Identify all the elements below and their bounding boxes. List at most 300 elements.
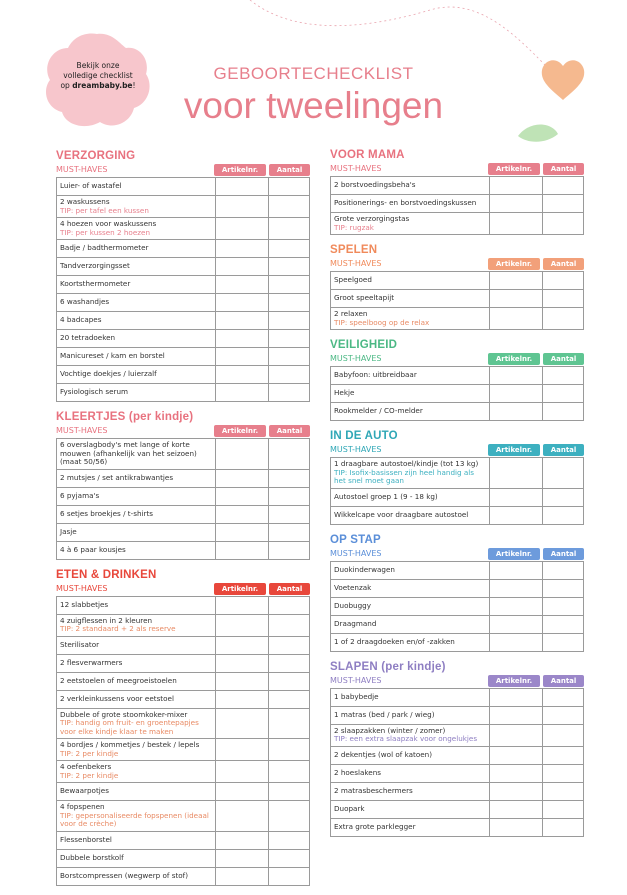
checklist-row [57,831,310,849]
checklist-row [331,488,584,506]
checklist-row [57,218,310,240]
promo-prefix: op [60,81,73,90]
amount-cell[interactable] [543,633,584,651]
article-number-cell[interactable] [490,177,543,195]
item-cell [57,330,216,348]
item-cell [57,708,216,739]
amount-cell[interactable] [269,384,310,402]
checklist-row [331,458,584,489]
article-number-cell[interactable] [216,541,269,559]
left-column [56,150,310,895]
amount-column-header: Aantal [543,444,584,456]
article-number-cell[interactable] [490,818,543,836]
item-label: Draagmand [334,618,377,628]
item-cell [57,761,216,783]
promo-line-2: volledige checklist [63,71,133,80]
amount-cell[interactable] [269,867,310,885]
amount-cell[interactable] [543,195,584,213]
item-cell [331,403,490,421]
item-label: Duopark [334,803,365,813]
article-column-header: Artikelnr. [214,425,266,437]
amount-cell[interactable] [269,523,310,541]
article-number-cell[interactable] [490,458,543,489]
checklist-table [330,561,584,652]
section-subtitle: MUST-HAVES [330,164,382,173]
checklist-row [331,706,584,724]
section-header [330,661,584,688]
item-tip: TIP: rugzak [334,222,374,232]
checklist-table [330,457,584,525]
checklist-row [331,385,584,403]
amount-cell[interactable] [543,272,584,290]
section-title: KLEERTJES (per kindje) [56,411,194,423]
item-label: 2 borstvoedingsbeha's [334,180,416,190]
amount-cell[interactable] [269,469,310,487]
amount-cell[interactable] [269,801,310,832]
checklist-row [57,636,310,654]
section-header [56,411,310,438]
item-cell [331,488,490,506]
amount-cell[interactable] [269,312,310,330]
amount-cell[interactable] [543,367,584,385]
item-cell [57,831,216,849]
article-number-cell[interactable] [216,240,269,258]
item-cell [331,579,490,597]
checklist-row [331,818,584,836]
article-number-cell[interactable] [216,330,269,348]
article-column-header: Artikelnr. [488,675,540,687]
item-cell [57,196,216,218]
amount-cell[interactable] [269,218,310,240]
article-number-cell[interactable] [216,348,269,366]
amount-column-header: Aantal [543,258,584,270]
item-label: 2 hoeslakens [334,767,382,777]
article-number-cell[interactable] [216,783,269,801]
amount-cell[interactable] [543,597,584,615]
amount-cell[interactable] [269,672,310,690]
item-cell [57,801,216,832]
amount-column-header: Aantal [543,675,584,687]
checklist-row [57,294,310,312]
article-number-cell[interactable] [216,276,269,294]
item-cell [57,523,216,541]
promo-line-1: Bekijk onze [76,61,120,70]
section-subtitle: MUST-HAVES [330,675,382,685]
article-number-cell[interactable] [490,403,543,421]
amount-cell[interactable] [543,800,584,818]
amount-cell[interactable] [543,746,584,764]
section-title: VERZORGING [56,150,136,162]
item-label: 2 dekentjes (wol of katoen) [334,749,433,759]
item-label: 2 slaapzakken (winter / zomer) [334,725,446,735]
amount-cell[interactable] [269,439,310,470]
amount-cell[interactable] [543,506,584,524]
amount-cell[interactable] [543,579,584,597]
article-number-cell[interactable] [216,523,269,541]
checklist-row [331,597,584,615]
item-label: 2 eetstoelen of meegroeistoelen [60,675,177,685]
amount-cell[interactable] [269,196,310,218]
section-header [330,430,584,457]
section-in-de-auto [330,430,584,525]
item-label: Sterilisator [60,639,100,649]
section-subtitle: MUST-HAVES [330,259,382,268]
amount-cell[interactable] [269,258,310,276]
item-cell [57,439,216,470]
item-cell [57,867,216,885]
amount-cell[interactable] [269,636,310,654]
title-main: voor tweelingen [183,85,444,126]
amount-cell[interactable] [543,724,584,746]
section-voor-mama [330,149,584,235]
amount-cell[interactable] [543,818,584,836]
article-number-cell[interactable] [490,385,543,403]
item-cell [331,290,490,308]
checklist-row [331,367,584,385]
section-header [330,244,584,271]
amount-column-header: Aantal [543,353,584,365]
checklist-row [331,308,584,330]
amount-cell[interactable] [269,614,310,636]
checklist-row [57,801,310,832]
item-cell [57,672,216,690]
item-cell [57,294,216,312]
item-cell [331,367,490,385]
item-label: Flessenborstel [60,834,112,844]
item-label: Manicureset / kam en borstel [60,351,165,361]
item-label: Positionerings- en borstvoedingskussen [334,198,477,208]
amount-cell[interactable] [543,688,584,706]
article-number-cell[interactable] [216,218,269,240]
item-label: Tandverzorgingsset [60,261,130,271]
checklist-row [57,523,310,541]
item-label: 4 hoezen voor waskussens [60,219,157,228]
amount-cell[interactable] [269,690,310,708]
amount-cell[interactable] [269,348,310,366]
section-kleertjes-per-kindje [56,411,310,560]
item-label: 20 tetradoeken [60,333,116,343]
article-number-cell[interactable] [490,195,543,213]
checklist-row [331,764,584,782]
item-tip: TIP: 2 standaard + 2 als reserve [60,624,176,633]
article-number-cell[interactable] [216,690,269,708]
article-number-cell[interactable] [490,308,543,330]
amount-cell[interactable] [269,596,310,614]
item-label: Hekje [334,388,355,398]
item-label: Autostoel groep 1 (9 - 18 kg) [334,491,438,501]
item-label: 6 overslagbody's met lange of korte mouwen (afhankelijk van het seizoen) (maat 50/56) [60,440,197,466]
article-number-cell[interactable] [216,505,269,523]
amount-cell[interactable] [543,213,584,235]
item-cell [57,348,216,366]
amount-cell[interactable] [269,240,310,258]
checklist-row [57,240,310,258]
amount-cell[interactable] [269,505,310,523]
amount-cell[interactable] [543,458,584,489]
item-tip: TIP: Isofix-basissen zijn heel handig als het snel moet gaan [334,467,475,485]
item-cell [331,177,490,195]
amount-cell[interactable] [269,831,310,849]
checklist-row [331,688,584,706]
article-number-cell[interactable] [216,258,269,276]
section-header [56,569,310,596]
checklist-row [57,312,310,330]
checklist-row [57,541,310,559]
item-cell [57,690,216,708]
amount-cell[interactable] [543,561,584,579]
section-subtitle: MUST-HAVES [330,548,382,558]
article-number-cell[interactable] [490,579,543,597]
section-slapen-per-kindje [330,661,584,837]
item-label: 1 draagbare autostoel/kindje (tot 13 kg) [334,459,479,468]
item-label: Grote verzorgingstas [334,214,410,223]
article-number-cell[interactable] [216,801,269,832]
amount-cell[interactable] [269,739,310,761]
item-cell [331,818,490,836]
section-subtitle: MUST-HAVES [56,426,108,435]
amount-cell[interactable] [543,308,584,330]
section-title: ETEN & DRINKEN [56,568,157,581]
item-cell [57,614,216,636]
item-label: Speelgoed [334,275,372,285]
item-label: Dubbele borstkolf [60,852,124,862]
item-cell [57,240,216,258]
checklist-row [57,469,310,487]
article-number-cell[interactable] [216,294,269,312]
promo-suffix: ! [132,81,136,90]
article-number-cell[interactable] [490,633,543,651]
section-title: SLAPEN (per kindje) [330,660,446,673]
item-cell [331,746,490,764]
checklist-row [57,761,310,783]
article-number-cell[interactable] [490,506,543,524]
article-number-cell[interactable] [490,597,543,615]
section-title: SPELEN [330,244,378,256]
item-cell [57,178,216,196]
amount-cell[interactable] [269,276,310,294]
checklist-row [331,633,584,651]
checklist-table [56,596,310,886]
amount-cell[interactable] [543,290,584,308]
checklist-row [57,348,310,366]
section-subtitle: MUST-HAVES [330,445,382,454]
article-number-cell[interactable] [216,469,269,487]
section-title: IN DE AUTO [330,430,398,442]
article-number-cell[interactable] [490,290,543,308]
checklist-row [57,487,310,505]
item-label: Borstcompressen (wegwerp of stof) [60,870,189,880]
checklist-row [331,561,584,579]
section-header [330,339,584,366]
amount-column-header: Aantal [543,163,584,175]
article-number-cell[interactable] [490,764,543,782]
item-cell [331,633,490,651]
checklist-row [57,783,310,801]
checklist-row [57,366,310,384]
item-label: 2 mutsjes / set antikrabwantjes [60,472,174,482]
item-cell [331,597,490,615]
amount-cell[interactable] [269,849,310,867]
checklist-row [331,615,584,633]
item-cell [331,385,490,403]
item-cell [331,706,490,724]
checklist-row [57,690,310,708]
item-cell [57,596,216,614]
item-cell [57,654,216,672]
section-eten-drinken [56,569,310,886]
article-number-cell[interactable] [216,867,269,885]
item-cell [57,276,216,294]
item-label: Fysiologisch serum [60,387,129,397]
amount-cell[interactable] [543,488,584,506]
article-number-cell[interactable] [490,615,543,633]
article-number-cell[interactable] [216,196,269,218]
checklist-row [331,195,584,213]
checklist-row [57,849,310,867]
item-cell [331,782,490,800]
checklist-table [56,177,310,402]
amount-cell[interactable] [269,654,310,672]
article-number-cell[interactable] [490,213,543,235]
checklist-row [57,439,310,470]
checklist-table [330,366,584,421]
item-cell [331,272,490,290]
item-tip: TIP: per tafel een kussen [60,205,149,215]
checklist-row [57,596,310,614]
item-label: 2 flesverwarmers [60,657,123,667]
checklist-row [331,213,584,235]
item-cell [331,458,490,489]
checklist-row [331,579,584,597]
article-number-cell[interactable] [490,800,543,818]
article-number-cell[interactable] [490,272,543,290]
item-label: Extra grote parklegger [334,821,416,831]
right-column [330,149,584,846]
article-number-cell[interactable] [216,761,269,783]
article-number-cell[interactable] [216,178,269,196]
amount-cell[interactable] [269,708,310,739]
item-label: 1 babybedje [334,691,379,701]
amount-cell[interactable] [543,764,584,782]
checklist-row [57,276,310,294]
article-number-cell[interactable] [490,706,543,724]
item-label: 4 fopspenen [60,802,105,811]
article-number-cell[interactable] [490,688,543,706]
article-number-cell[interactable] [216,636,269,654]
section-veiligheid [330,339,584,421]
amount-cell[interactable] [543,385,584,403]
item-label: Jasje [60,526,77,536]
amount-cell[interactable] [269,783,310,801]
checklist-table [330,688,584,837]
amount-cell[interactable] [269,541,310,559]
amount-column-header: Aantal [543,548,584,560]
amount-cell[interactable] [269,761,310,783]
article-number-cell[interactable] [216,654,269,672]
amount-cell[interactable] [543,177,584,195]
item-label: Duobuggy [334,600,371,610]
checklist-table [330,271,584,330]
amount-cell[interactable] [269,178,310,196]
checklist-row [57,739,310,761]
checklist-row [331,272,584,290]
amount-cell[interactable] [269,487,310,505]
section-op-stap [330,534,584,652]
article-number-cell[interactable] [490,782,543,800]
item-cell [57,258,216,276]
article-number-cell[interactable] [490,746,543,764]
article-column-header: Artikelnr. [488,353,540,365]
article-number-cell[interactable] [216,708,269,739]
article-number-cell[interactable] [216,849,269,867]
article-number-cell[interactable] [216,384,269,402]
amount-cell[interactable] [543,706,584,724]
item-label: Vochtige doekjes / luierzalf [60,369,157,379]
article-number-cell[interactable] [216,614,269,636]
item-label: 4 zuigflessen in 2 kleuren [60,615,153,625]
article-column-header: Artikelnr. [214,164,266,176]
article-number-cell[interactable] [490,561,543,579]
section-header [330,149,584,176]
checklist-row [57,384,310,402]
article-number-cell[interactable] [490,724,543,746]
article-number-cell[interactable] [216,672,269,690]
promo-link[interactable]: dreambaby.be [72,81,133,90]
amount-cell[interactable] [269,294,310,312]
article-column-header: Artikelnr. [488,258,540,270]
article-number-cell[interactable] [490,367,543,385]
checklist-table [330,176,584,235]
item-label: Babyfoon: uitbreidbaar [334,370,417,380]
section-header [330,534,584,561]
article-number-cell[interactable] [216,831,269,849]
article-number-cell[interactable] [216,439,269,470]
amount-cell[interactable] [543,615,584,633]
checklist-row [57,654,310,672]
item-cell [331,506,490,524]
article-number-cell[interactable] [216,596,269,614]
checklist-row [57,330,310,348]
item-cell [57,783,216,801]
checklist-row [331,177,584,195]
amount-cell[interactable] [269,330,310,348]
article-number-cell[interactable] [216,366,269,384]
item-cell [331,764,490,782]
article-number-cell[interactable] [490,488,543,506]
amount-cell[interactable] [543,782,584,800]
amount-cell[interactable] [269,366,310,384]
amount-cell[interactable] [543,403,584,421]
item-label: Voetenzak [334,582,372,592]
item-label: 1 of 2 draagdoeken en/of -zakken [334,636,455,646]
item-label: 4 à 6 paar kousjes [60,544,126,554]
checklist-row [57,867,310,885]
item-tip: TIP: handig om fruit- en groentepapjes voor elke kindje klaar te maken [60,718,199,736]
amount-column-header: Aantal [269,583,310,595]
item-label: 4 bordjes / kommetjes / bestek / lepels [60,740,200,749]
article-number-cell[interactable] [216,739,269,761]
item-cell [57,384,216,402]
article-number-cell[interactable] [216,487,269,505]
section-title: VEILIGHEID [330,339,398,351]
checklist-row [57,505,310,523]
section-subtitle: MUST-HAVES [56,165,108,174]
checklist-row [331,506,584,524]
article-column-header: Artikelnr. [488,444,540,456]
item-label: 4 oefenbekers [60,762,112,771]
item-cell [57,849,216,867]
article-number-cell[interactable] [216,312,269,330]
